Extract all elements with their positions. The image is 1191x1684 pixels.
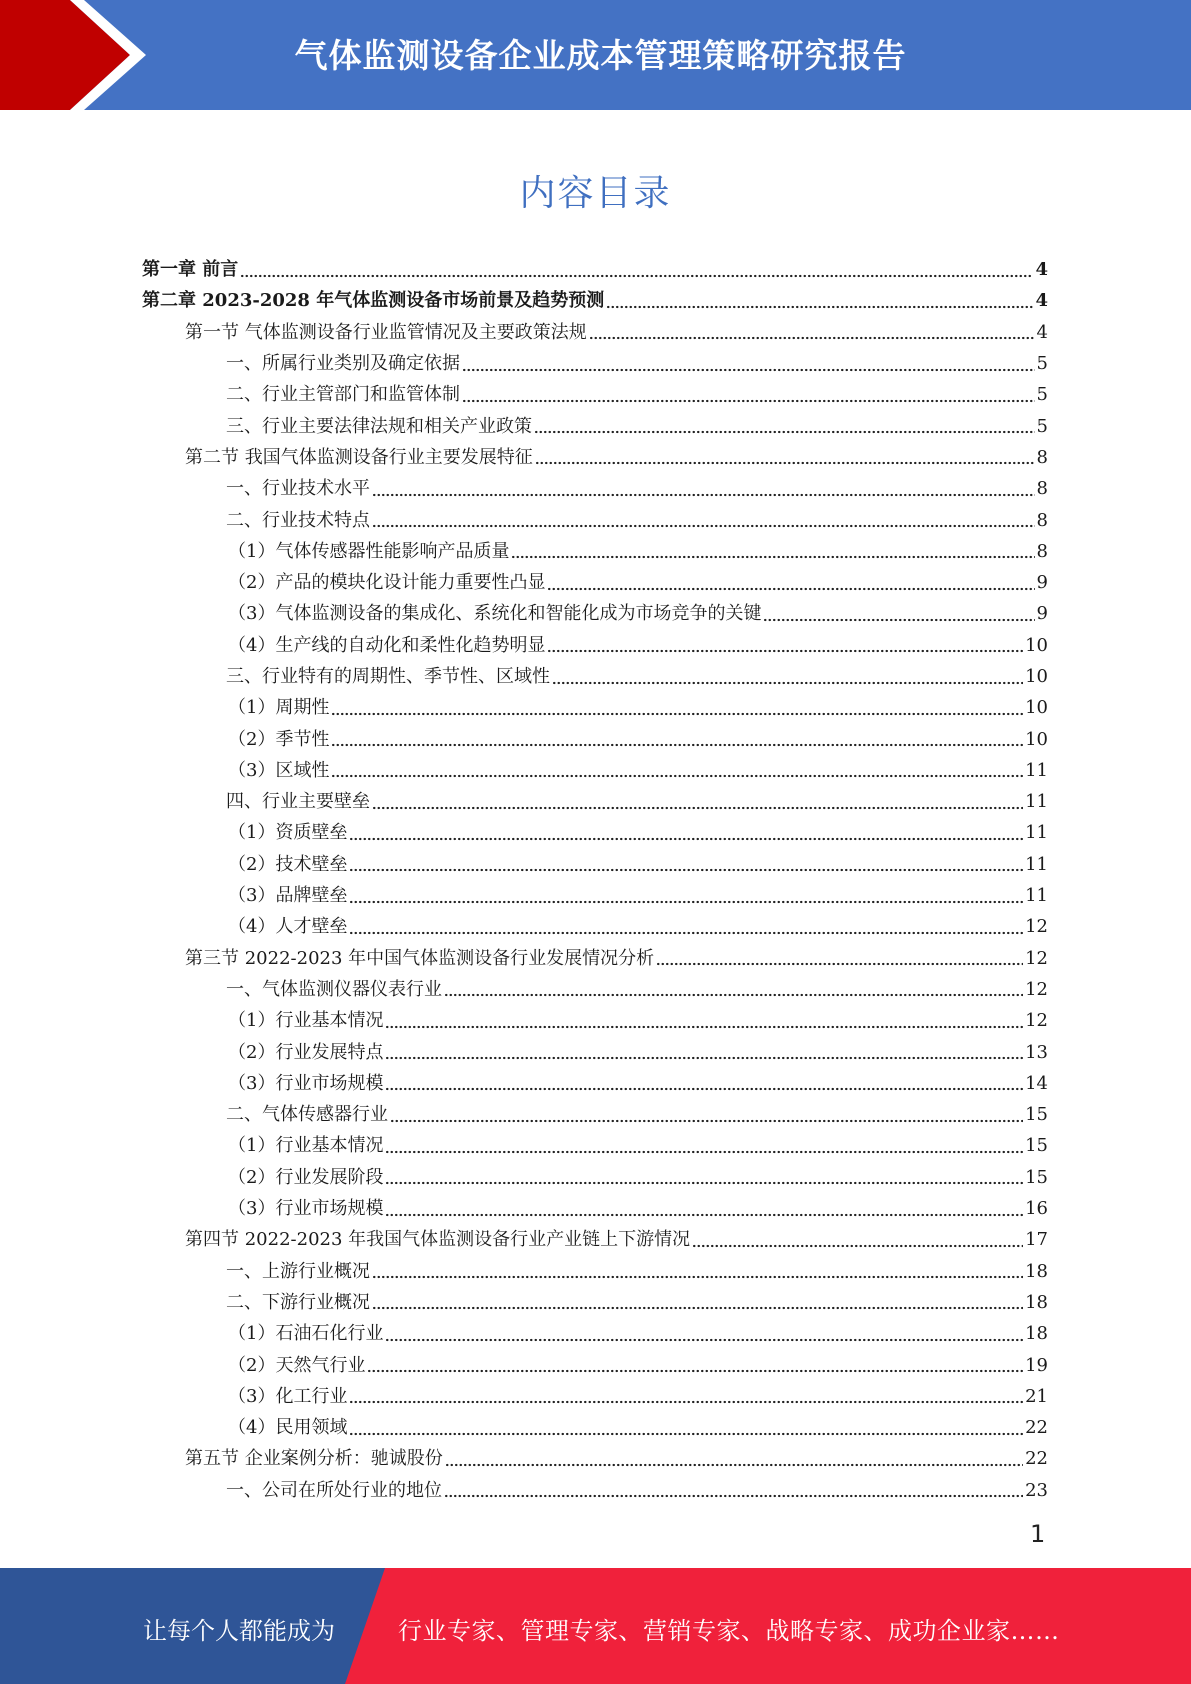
toc-entry-page: 4 (1035, 290, 1048, 312)
toc-entry-page: 8 (1036, 509, 1048, 531)
toc-entry-page: 4 (1036, 321, 1048, 343)
toc-entry[interactable] (142, 943, 1048, 974)
toc-dot-leader (349, 1431, 1023, 1437)
toc-entry-label: 二、行业主管部门和监管体制 (226, 384, 460, 406)
toc-entry-label: 一、公司在所处行业的地位 (226, 1479, 442, 1501)
toc-entry-label: （1）资质壁垒 (228, 822, 348, 844)
toc-entry-label: （3）气体监测设备的集成化、系统化和智能化成为市场竞争的关键 (228, 603, 762, 625)
footer-banner (0, 1568, 1191, 1684)
report-title: 气体监测设备企业成本管理策略研究报告 (294, 36, 907, 75)
toc-entry-page: 18 (1025, 1323, 1048, 1345)
toc-dot-leader (385, 1337, 1023, 1343)
toc-entry-page: 17 (1025, 1229, 1048, 1251)
toc-dot-leader (385, 1180, 1023, 1186)
toc-entry-page: 8 (1036, 446, 1048, 468)
toc-entry[interactable] (142, 536, 1048, 567)
toc-entry-page: 16 (1025, 1198, 1048, 1220)
footer-slogan-right: 行业专家、管理专家、营销专家、战略专家、成功企业家…… (398, 1617, 1060, 1645)
toc-entry-page: 5 (1036, 384, 1048, 406)
toc-entry-page: 15 (1025, 1166, 1048, 1188)
toc-entry-page: 15 (1025, 1135, 1048, 1157)
toc-entry[interactable] (142, 1443, 1048, 1474)
toc-entry[interactable] (142, 1256, 1048, 1287)
toc-entry-label: （2）行业发展阶段 (228, 1166, 384, 1188)
toc-entry-page: 11 (1025, 759, 1048, 781)
toc-entry[interactable] (142, 1412, 1048, 1443)
toc-dot-leader (444, 1493, 1023, 1499)
toc-entry-label: 第五节 企业案例分析：驰诚股份 (185, 1448, 443, 1470)
toc-entry-label: （2）季节性 (228, 728, 330, 750)
footer-slogan-left: 让每个人都能成为 (143, 1617, 335, 1645)
toc-entry-label: 一、行业技术水平 (226, 478, 370, 500)
toc-entry-label: （4）民用领域 (228, 1417, 348, 1439)
toc-entry-label: 第一节 气体监测设备行业监管情况及主要政策法规 (185, 321, 587, 343)
toc-entry-label: （2）产品的模块化设计能力重要性凸显 (228, 572, 546, 594)
toc-dot-leader (372, 523, 1035, 529)
toc-dot-leader (692, 1243, 1023, 1249)
toc-entry-page: 13 (1025, 1041, 1048, 1063)
toc-entry[interactable] (142, 661, 1048, 692)
toc-entry-page: 12 (1025, 916, 1048, 938)
toc-entry-page: 18 (1025, 1260, 1048, 1282)
toc-entry-label: （2）行业发展特点 (228, 1041, 384, 1063)
toc-dot-leader (606, 304, 1033, 310)
toc-entry-page: 21 (1025, 1385, 1048, 1407)
toc-entry-label: 二、气体传感器行业 (226, 1104, 388, 1126)
toc-entry[interactable] (142, 1475, 1048, 1506)
toc-entry[interactable] (142, 692, 1048, 723)
toc-heading: 内容目录 (519, 173, 672, 214)
toc-entry-label: 第二章 2023-2028 年气体监测设备市场前景及趋势预测 (142, 290, 605, 312)
toc-entry-label: 第三节 2022-2023 年中国气体监测设备行业发展情况分析 (185, 947, 655, 969)
toc-entry-label: 四、行业主要壁垒 (226, 791, 370, 813)
toc-entry-label: （2）技术壁垒 (228, 853, 348, 875)
toc-entry[interactable] (142, 1099, 1048, 1130)
toc-dot-leader (385, 1149, 1023, 1155)
toc-dot-leader (349, 836, 1023, 842)
toc-entry-page: 5 (1036, 415, 1048, 437)
header-banner (0, 0, 1191, 110)
toc-entry[interactable] (142, 379, 1048, 410)
toc-entry[interactable] (142, 1318, 1048, 1349)
toc-dot-leader (331, 711, 1023, 717)
toc-entry-label: （1）气体传感器性能影响产品质量 (228, 540, 510, 562)
toc-entry[interactable] (142, 1130, 1048, 1161)
toc-dot-leader (385, 1024, 1023, 1030)
toc-dot-leader (372, 805, 1023, 811)
toc-entry[interactable] (142, 348, 1048, 379)
toc-entry-label: 第二节 我国气体监测设备行业主要发展特征 (185, 446, 533, 468)
toc-entry[interactable] (142, 285, 1048, 316)
toc-entry-label: （4）生产线的自动化和柔性化趋势明显 (228, 634, 546, 656)
toc-entry[interactable] (142, 442, 1048, 473)
toc-entry-page: 11 (1025, 885, 1048, 907)
toc-dot-leader (763, 617, 1034, 623)
toc-entry[interactable] (142, 254, 1048, 285)
toc-entry[interactable] (142, 630, 1048, 661)
toc-entry[interactable] (142, 1349, 1048, 1380)
toc-dot-leader (372, 492, 1035, 498)
toc-entry[interactable] (142, 1162, 1048, 1193)
toc-dot-leader (331, 773, 1023, 779)
toc-entry-page: 11 (1025, 822, 1048, 844)
toc-entry[interactable] (142, 755, 1048, 786)
toc-dot-leader (349, 899, 1023, 905)
toc-dot-leader (552, 680, 1023, 686)
toc-dot-leader (349, 930, 1023, 936)
toc-entry[interactable] (142, 504, 1048, 535)
toc-entry[interactable] (142, 880, 1048, 911)
toc-entry-label: 二、行业技术特点 (226, 509, 370, 531)
toc-dot-leader (372, 1305, 1023, 1311)
toc-dot-leader (372, 1274, 1023, 1280)
toc-dot-leader (331, 742, 1023, 748)
toc-entry[interactable] (142, 1381, 1048, 1412)
toc-entry-page: 19 (1025, 1354, 1048, 1376)
toc-entry-label: （3）行业市场规模 (228, 1198, 384, 1220)
toc-dot-leader (240, 273, 1033, 279)
toc-entry[interactable] (142, 317, 1048, 348)
toc-dot-leader (349, 867, 1023, 873)
toc-entry-label: （1）行业基本情况 (228, 1010, 384, 1032)
toc-entry-page: 8 (1036, 540, 1048, 562)
toc-entry-page: 9 (1036, 572, 1048, 594)
toc-entry-page: 12 (1025, 1010, 1048, 1032)
toc-entry-label: 三、行业主要法律法规和相关产业政策 (226, 415, 532, 437)
toc-entry-page: 4 (1035, 259, 1048, 281)
toc-dot-leader (589, 335, 1035, 341)
toc-entry[interactable] (142, 723, 1048, 754)
toc-entry[interactable] (142, 1005, 1048, 1036)
toc-entry-label: 一、所属行业类别及确定依据 (226, 353, 460, 375)
toc-dot-leader (385, 1086, 1023, 1092)
toc-entry-label: 一、气体监测仪器仪表行业 (226, 978, 442, 1000)
toc-entry-page: 11 (1025, 791, 1048, 813)
toc-entry-label: 一、上游行业概况 (226, 1260, 370, 1282)
toc-entry-label: （3）化工行业 (228, 1385, 348, 1407)
toc-dot-leader (511, 554, 1034, 560)
toc-dot-leader (349, 1399, 1023, 1405)
toc-entry-page: 22 (1025, 1417, 1048, 1439)
toc-dot-leader (445, 1462, 1023, 1468)
toc-entry-label: （4）人才壁垒 (228, 916, 348, 938)
toc-dot-leader (462, 398, 1035, 404)
toc-entry-page: 14 (1025, 1072, 1048, 1094)
toc-entry[interactable] (142, 1193, 1048, 1224)
toc-entry[interactable] (142, 473, 1048, 504)
toc-entry-page: 11 (1025, 853, 1048, 875)
toc-entry-page: 10 (1025, 697, 1048, 719)
toc-entry-label: （1）周期性 (228, 697, 330, 719)
toc-entry[interactable] (142, 598, 1048, 629)
page-number: 1 (1030, 1520, 1046, 1548)
toc-entry-label: （1）石油石化行业 (228, 1323, 384, 1345)
toc-entry-label: （1）行业基本情况 (228, 1135, 384, 1157)
toc-entry[interactable] (142, 911, 1048, 942)
toc-entry-label: 第一章 前言 (142, 259, 239, 281)
toc-entry-page: 10 (1025, 666, 1048, 687)
toc-dot-leader (367, 1368, 1023, 1374)
toc-entry-page: 18 (1025, 1291, 1048, 1313)
toc-entry-label: 第四节 2022-2023 年我国气体监测设备行业产业链上下游情况 (185, 1229, 691, 1251)
toc-entry[interactable] (142, 849, 1048, 880)
toc-entry[interactable] (142, 817, 1048, 848)
toc-entry-page: 23 (1025, 1479, 1048, 1501)
toc-entry-page: 12 (1025, 978, 1048, 1000)
toc-entry-label: （3）品牌壁垒 (228, 885, 348, 907)
toc-entry-page: 12 (1025, 947, 1048, 969)
toc-dot-leader (534, 429, 1035, 435)
toc-dot-leader (547, 648, 1023, 654)
toc-entry[interactable] (142, 974, 1048, 1005)
toc-entry[interactable] (142, 786, 1048, 817)
toc-entry-label: （3）行业市场规模 (228, 1072, 384, 1094)
toc-dot-leader (535, 460, 1035, 466)
toc-dot-leader (656, 961, 1023, 967)
toc-entry-page: 10 (1025, 728, 1048, 750)
toc-entry[interactable] (142, 1068, 1048, 1099)
toc-entry-page: 9 (1036, 603, 1048, 625)
toc-dot-leader (385, 1212, 1023, 1218)
toc-entry-label: 二、下游行业概况 (226, 1291, 370, 1313)
toc-entry[interactable] (142, 1224, 1048, 1255)
table-of-contents (142, 254, 1048, 1506)
toc-entry-label: （2）天然气行业 (228, 1354, 366, 1376)
toc-entry-page: 5 (1036, 353, 1048, 375)
toc-entry-label: （3）区域性 (228, 759, 330, 781)
toc-entry-page: 8 (1036, 478, 1048, 500)
toc-entry[interactable] (142, 1036, 1048, 1067)
toc-dot-leader (385, 1055, 1023, 1061)
toc-entry-label: 三、行业特有的周期性、季节性、区域性 (226, 666, 550, 687)
toc-entry-page: 10 (1025, 634, 1048, 656)
toc-entry[interactable] (142, 1287, 1048, 1318)
toc-entry[interactable] (142, 410, 1048, 441)
toc-entry-page: 15 (1025, 1104, 1048, 1126)
toc-dot-leader (390, 1118, 1023, 1124)
toc-dot-leader (462, 367, 1035, 373)
toc-entry-page: 22 (1025, 1448, 1048, 1470)
toc-dot-leader (444, 992, 1023, 998)
toc-dot-leader (547, 586, 1034, 592)
toc-entry[interactable] (142, 567, 1048, 598)
